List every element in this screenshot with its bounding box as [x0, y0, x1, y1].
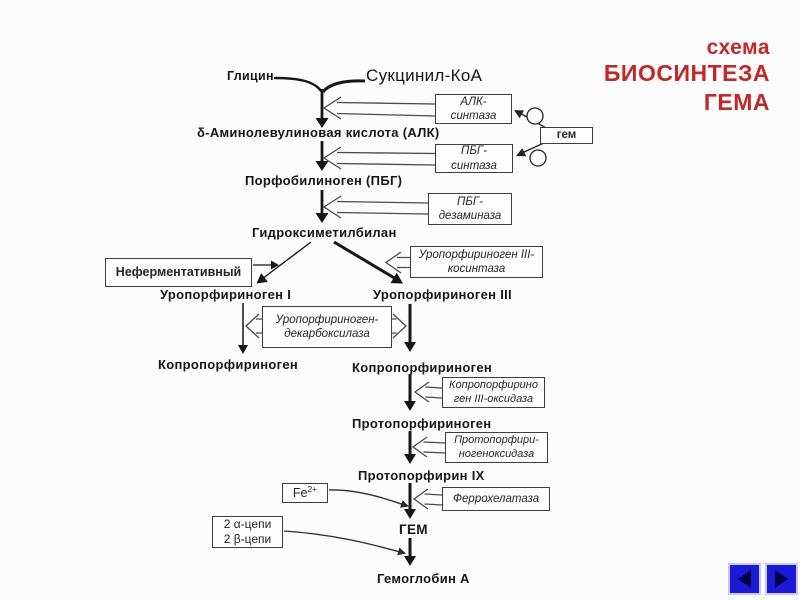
enzyme-box-protogen-oxidase	[445, 432, 548, 463]
label-uroporphyrinogen-3: Уропорфириноген III	[373, 287, 512, 302]
cpox-open-arrow	[415, 382, 442, 402]
split-arrows	[253, 242, 403, 284]
enzyme-pbg-synthase-line1: ПБГ-	[461, 145, 487, 158]
globin-chains-line2: 2 β-цепи	[223, 532, 272, 546]
arrowhead-nonenzymatic	[271, 261, 279, 270]
heme-feedback-label: гем	[556, 129, 577, 142]
title-line-biosynthesis: БИОСИНТЕЗА	[603, 60, 770, 87]
triangle-left-icon	[738, 570, 751, 588]
label-uroporphyrinogen-1: Уропорфириноген I	[160, 287, 292, 302]
enzyme-ala-synthase-line1: АЛК-	[460, 95, 487, 108]
ppox-open-arrow	[413, 437, 445, 457]
enzyme-copro-oxidase-line2: ген III-оксидаза	[453, 392, 534, 405]
arrowhead-heme	[404, 509, 416, 519]
arrowhead-hmb	[316, 213, 329, 223]
iron-box	[282, 483, 328, 503]
next-slide-button[interactable]	[765, 563, 798, 595]
urod-open-arrow-left	[246, 314, 263, 338]
alas-open-arrow	[324, 97, 435, 119]
enzyme-uro-decarboxylase-line2: декарбоксилаза	[284, 328, 370, 340]
title-line-heme: ГЕМА	[703, 88, 770, 115]
arrowhead-uro1	[257, 273, 268, 283]
arrowhead-hemoglobin	[404, 556, 416, 566]
iron-label	[293, 484, 317, 502]
label-succinyl-coa: Сукцинил-КоА	[366, 66, 483, 85]
nonenzymatic-label: Неферментативный	[115, 264, 242, 279]
arrow-to-uro3	[334, 242, 396, 279]
label-hmb: Гидроксиметилбилан	[252, 225, 397, 240]
inhibition-circle-pbgs	[530, 150, 546, 166]
globin-chains-box	[212, 516, 283, 548]
enzyme-uro3-cosynthase-line2: косинтаза	[447, 263, 506, 275]
label-protoporphyrinogen: Протопорфириноген	[352, 416, 492, 431]
enzyme-pbg-deaminase-line2: дезаминаза	[438, 210, 502, 222]
glycine-curve	[274, 78, 321, 91]
arrowhead-copro3	[404, 342, 416, 352]
arrowhead-copro1	[238, 345, 248, 354]
enzyme-protogen-oxidase-line2: ногеноксидаза	[458, 447, 535, 460]
enzyme-uro-decarboxylase-line1: Уропорфириноген-	[275, 313, 379, 326]
enzyme-pbg-synthase-line2: синтаза	[451, 159, 497, 172]
enzyme-copro-oxidase-line1: Копропорфирино	[449, 378, 538, 391]
globin-chains-line1: 2 α-цепи	[223, 517, 272, 531]
label-glycine: Глицин	[227, 69, 274, 83]
heme-feedback-box	[540, 127, 593, 144]
enzyme-ferrochelatase-line1: Феррохелатаза	[452, 492, 540, 505]
fech-open-arrow	[414, 489, 442, 509]
arrowhead-iron	[400, 500, 409, 508]
iron-curve	[329, 490, 404, 505]
inhibition-circle-alas	[527, 108, 543, 124]
left-column-arrow	[238, 303, 248, 354]
label-protoporphyrin-ix: Протопорфирин IX	[358, 468, 485, 483]
title-line-schema: схема	[706, 36, 770, 59]
slide-title	[604, 36, 770, 117]
enzyme-box-ferrochelatase	[442, 487, 550, 511]
slide-navigation	[728, 563, 798, 595]
enzyme-box-copro-oxidase	[442, 377, 545, 408]
enzyme-box-uro-decarboxylase	[262, 306, 392, 348]
label-pbg: Порфобилиноген (ПБГ)	[245, 173, 403, 188]
arrow-to-uro1	[262, 242, 311, 279]
enzyme-box-pbg-deaminase	[428, 193, 512, 225]
urod-open-arrow-right	[392, 314, 406, 338]
enzyme-pbg-deaminase-line1: ПБГ-	[457, 195, 483, 208]
label-heme: ГЕМ	[399, 522, 428, 537]
enzyme-ala-synthase-line2: синтаза	[450, 110, 497, 122]
label-coproporphyrinogen-3: Копропорфириноген	[352, 360, 493, 375]
prev-slide-button[interactable]	[728, 563, 761, 595]
nonenzymatic-box	[105, 258, 252, 287]
arrowhead-pbg	[316, 161, 329, 171]
label-coproporphyrinogen-1: Копропорфириноген	[158, 357, 299, 372]
iron-symbol: Fe	[292, 486, 308, 501]
iron-charge: 2+	[307, 484, 318, 495]
arrowhead-proto9	[404, 454, 416, 464]
uro3cos-open-arrow	[386, 252, 410, 273]
arrowhead-protogen	[404, 401, 416, 411]
enzyme-box-ala-synthase	[435, 94, 512, 124]
pbgd-open-arrow	[324, 196, 428, 218]
globin-chains-curve	[284, 531, 400, 552]
pbgs-open-arrow	[324, 147, 435, 169]
enzyme-box-uro3-cosynthase	[410, 246, 543, 278]
label-hemoglobin-a: Гемоглобин А	[377, 571, 470, 586]
enzyme-uro3-cosynthase-line1: Уропорфириноген III-	[418, 248, 535, 261]
label-ala: δ-Аминолевулиновая кислота (АЛК)	[197, 125, 440, 140]
enzyme-protogen-oxidase-line1: Протопорфири-	[454, 433, 539, 446]
arrowhead-chains	[397, 548, 406, 556]
enzyme-box-pbg-synthase	[435, 144, 513, 173]
triangle-right-icon	[775, 570, 788, 588]
substrate-merge-curves	[274, 78, 365, 92]
succinyl-curve	[323, 81, 365, 92]
enzyme-open-arrows	[246, 97, 445, 509]
